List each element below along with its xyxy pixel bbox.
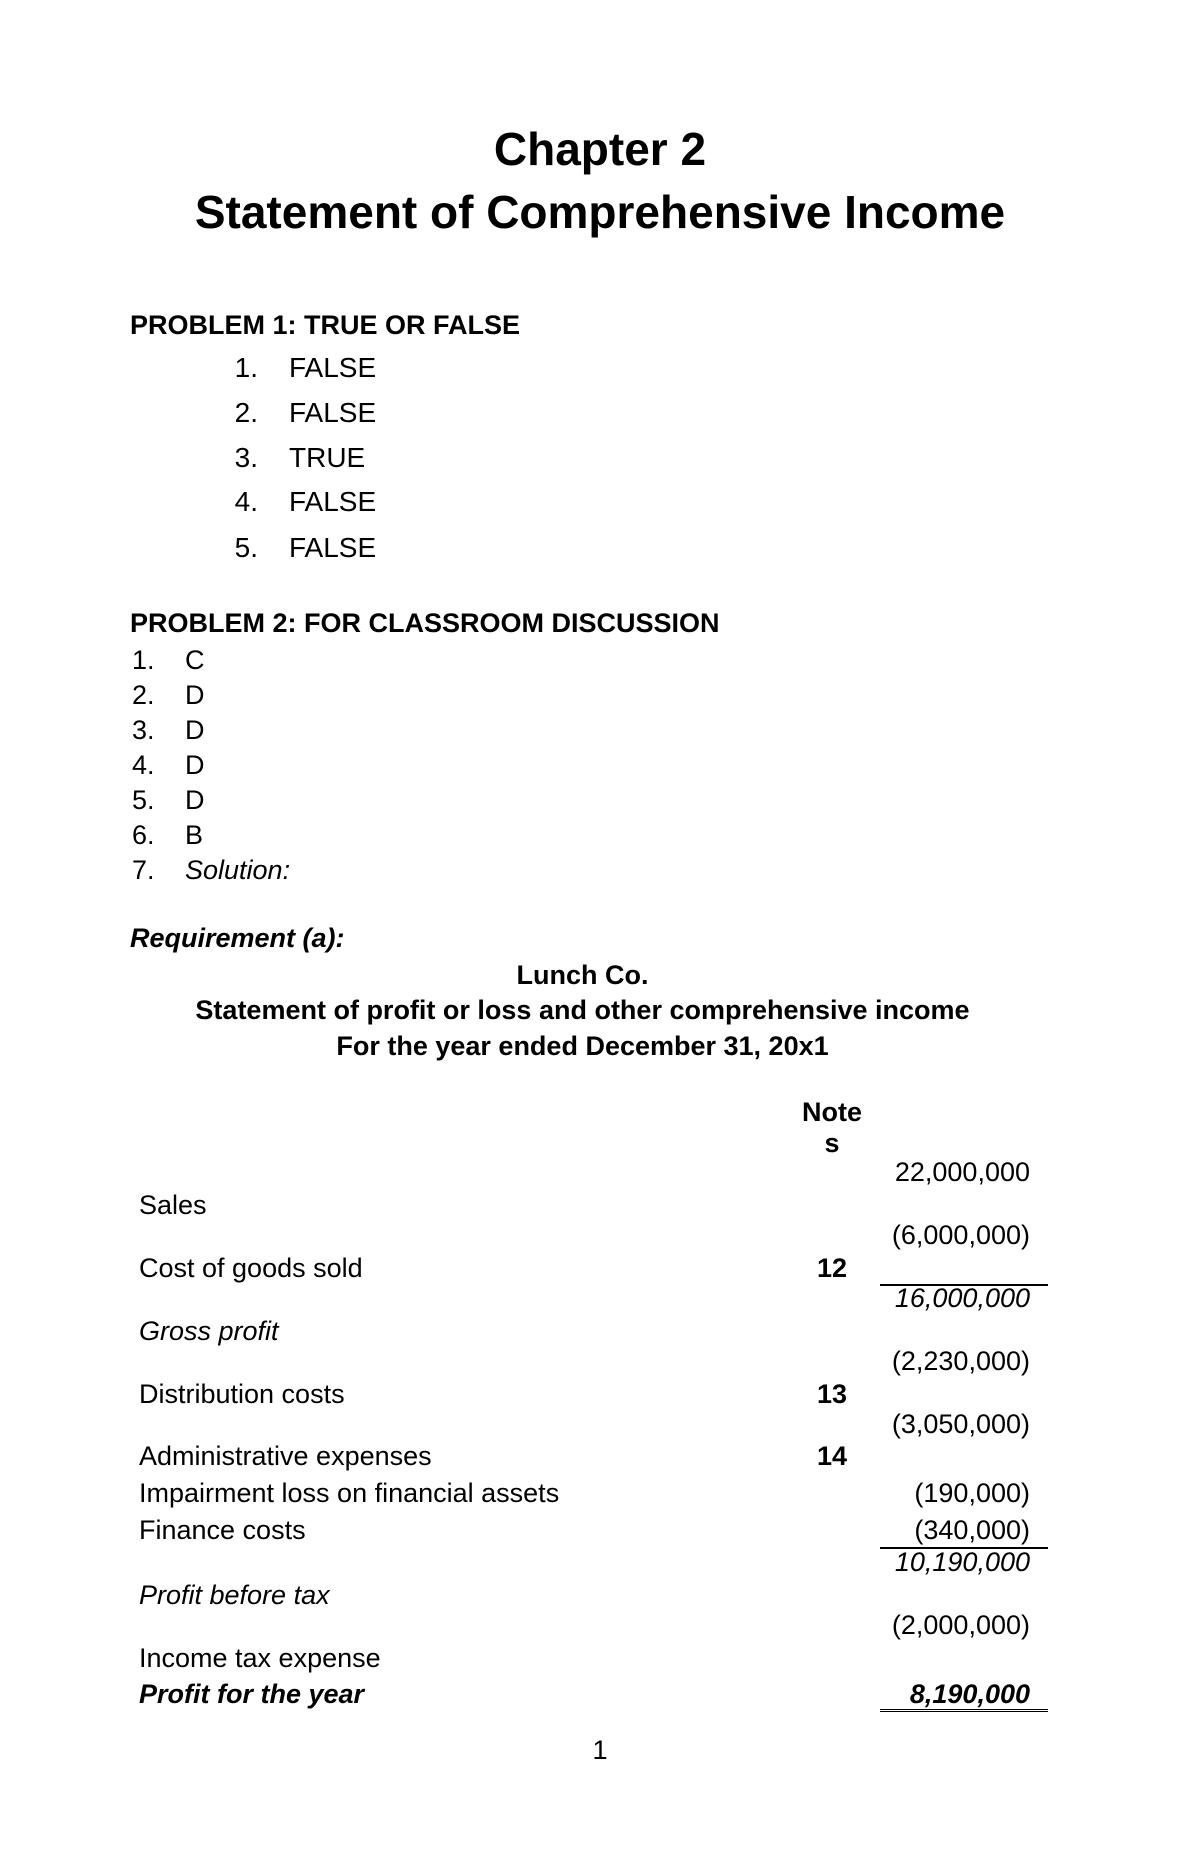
amount-impairment: (190,000) xyxy=(914,1478,1030,1508)
statement-name: Statement of profit or loss and other comprehensive income xyxy=(195,995,970,1025)
problem1-item-answer: TRUE xyxy=(289,442,366,473)
problem2-item-num: 4. xyxy=(132,750,155,780)
problem1-item-answer: FALSE xyxy=(289,532,377,563)
problem2-item-num: 6. xyxy=(132,820,155,850)
row-label-distribution: Distribution costs xyxy=(139,1379,345,1409)
note-distribution: 13 xyxy=(816,1379,848,1409)
problem2-item-answer: C xyxy=(185,645,205,675)
note-cogs: 12 xyxy=(816,1253,848,1283)
problem2-item-answer: D xyxy=(185,750,205,780)
problem1-item-num: 4. xyxy=(234,486,258,517)
problem1-item-answer: FALSE xyxy=(289,486,377,517)
amount-cogs: (6,000,000) xyxy=(891,1220,1030,1250)
company-name: Lunch Co. xyxy=(516,960,649,990)
problem2-item-answer: D xyxy=(185,785,205,815)
row-label-cogs: Cost of goods sold xyxy=(139,1253,363,1283)
row-label-income-tax: Income tax expense xyxy=(139,1643,381,1673)
problem1-item-num: 5. xyxy=(234,532,258,563)
notes-header: Notes xyxy=(802,1097,862,1158)
amount-income-tax: (2,000,000) xyxy=(891,1610,1030,1640)
row-label-finance: Finance costs xyxy=(139,1515,306,1545)
row-label-gross-profit: Gross profit xyxy=(139,1316,279,1346)
amount-profit-for-year: 8,190,000 xyxy=(909,1679,1030,1709)
amount-sales: 22,000,000 xyxy=(894,1157,1030,1187)
chapter-subtitle: Statement of Comprehensive Income xyxy=(194,186,1006,238)
row-label-admin: Administrative expenses xyxy=(139,1441,432,1471)
problem2-heading: PROBLEM 2: FOR CLASSROOM DISCUSSION xyxy=(130,608,720,638)
amount-finance: (340,000) xyxy=(914,1515,1030,1545)
problem1-heading: PROBLEM 1: TRUE OR FALSE xyxy=(130,310,521,340)
problem1-item-num: 1. xyxy=(234,352,258,383)
amount-admin: (3,050,000) xyxy=(891,1409,1030,1439)
problem2-item-num: 7. xyxy=(132,855,155,885)
problem2-item-num: 3. xyxy=(132,715,155,745)
problem2-item-num: 5. xyxy=(132,785,155,815)
chapter-title: Chapter 2 xyxy=(493,123,707,175)
amount-distribution: (2,230,000) xyxy=(891,1346,1030,1376)
statement-period: For the year ended December 31, 20x1 xyxy=(336,1031,829,1061)
problem1-item-num: 2. xyxy=(234,397,258,428)
problem2-item-answer: D xyxy=(185,715,205,745)
problem2-item-num: 1. xyxy=(132,645,155,675)
row-label-impairment: Impairment loss on financial assets xyxy=(139,1478,560,1508)
problem2-item-answer: Solution: xyxy=(185,855,291,885)
note-admin: 14 xyxy=(816,1441,848,1471)
row-label-sales: Sales xyxy=(139,1190,207,1220)
problem1-item-answer: FALSE xyxy=(289,397,377,428)
problem1-item-num: 3. xyxy=(234,442,258,473)
row-label-profit-before-tax: Profit before tax xyxy=(139,1580,330,1610)
problem2-item-answer: B xyxy=(185,820,204,850)
requirement-label: Requirement (a): xyxy=(130,923,345,953)
problem2-item-num: 2. xyxy=(132,680,155,710)
problem2-item-answer: D xyxy=(185,680,205,710)
total-double-rule xyxy=(880,1709,1048,1712)
page-number: 1 xyxy=(592,1735,608,1765)
row-label-profit-for-year: Profit for the year xyxy=(139,1679,365,1709)
problem1-item-answer: FALSE xyxy=(289,352,377,383)
amount-profit-before-tax: 10,190,000 xyxy=(894,1547,1030,1577)
amount-gross-profit: 16,000,000 xyxy=(894,1283,1030,1313)
